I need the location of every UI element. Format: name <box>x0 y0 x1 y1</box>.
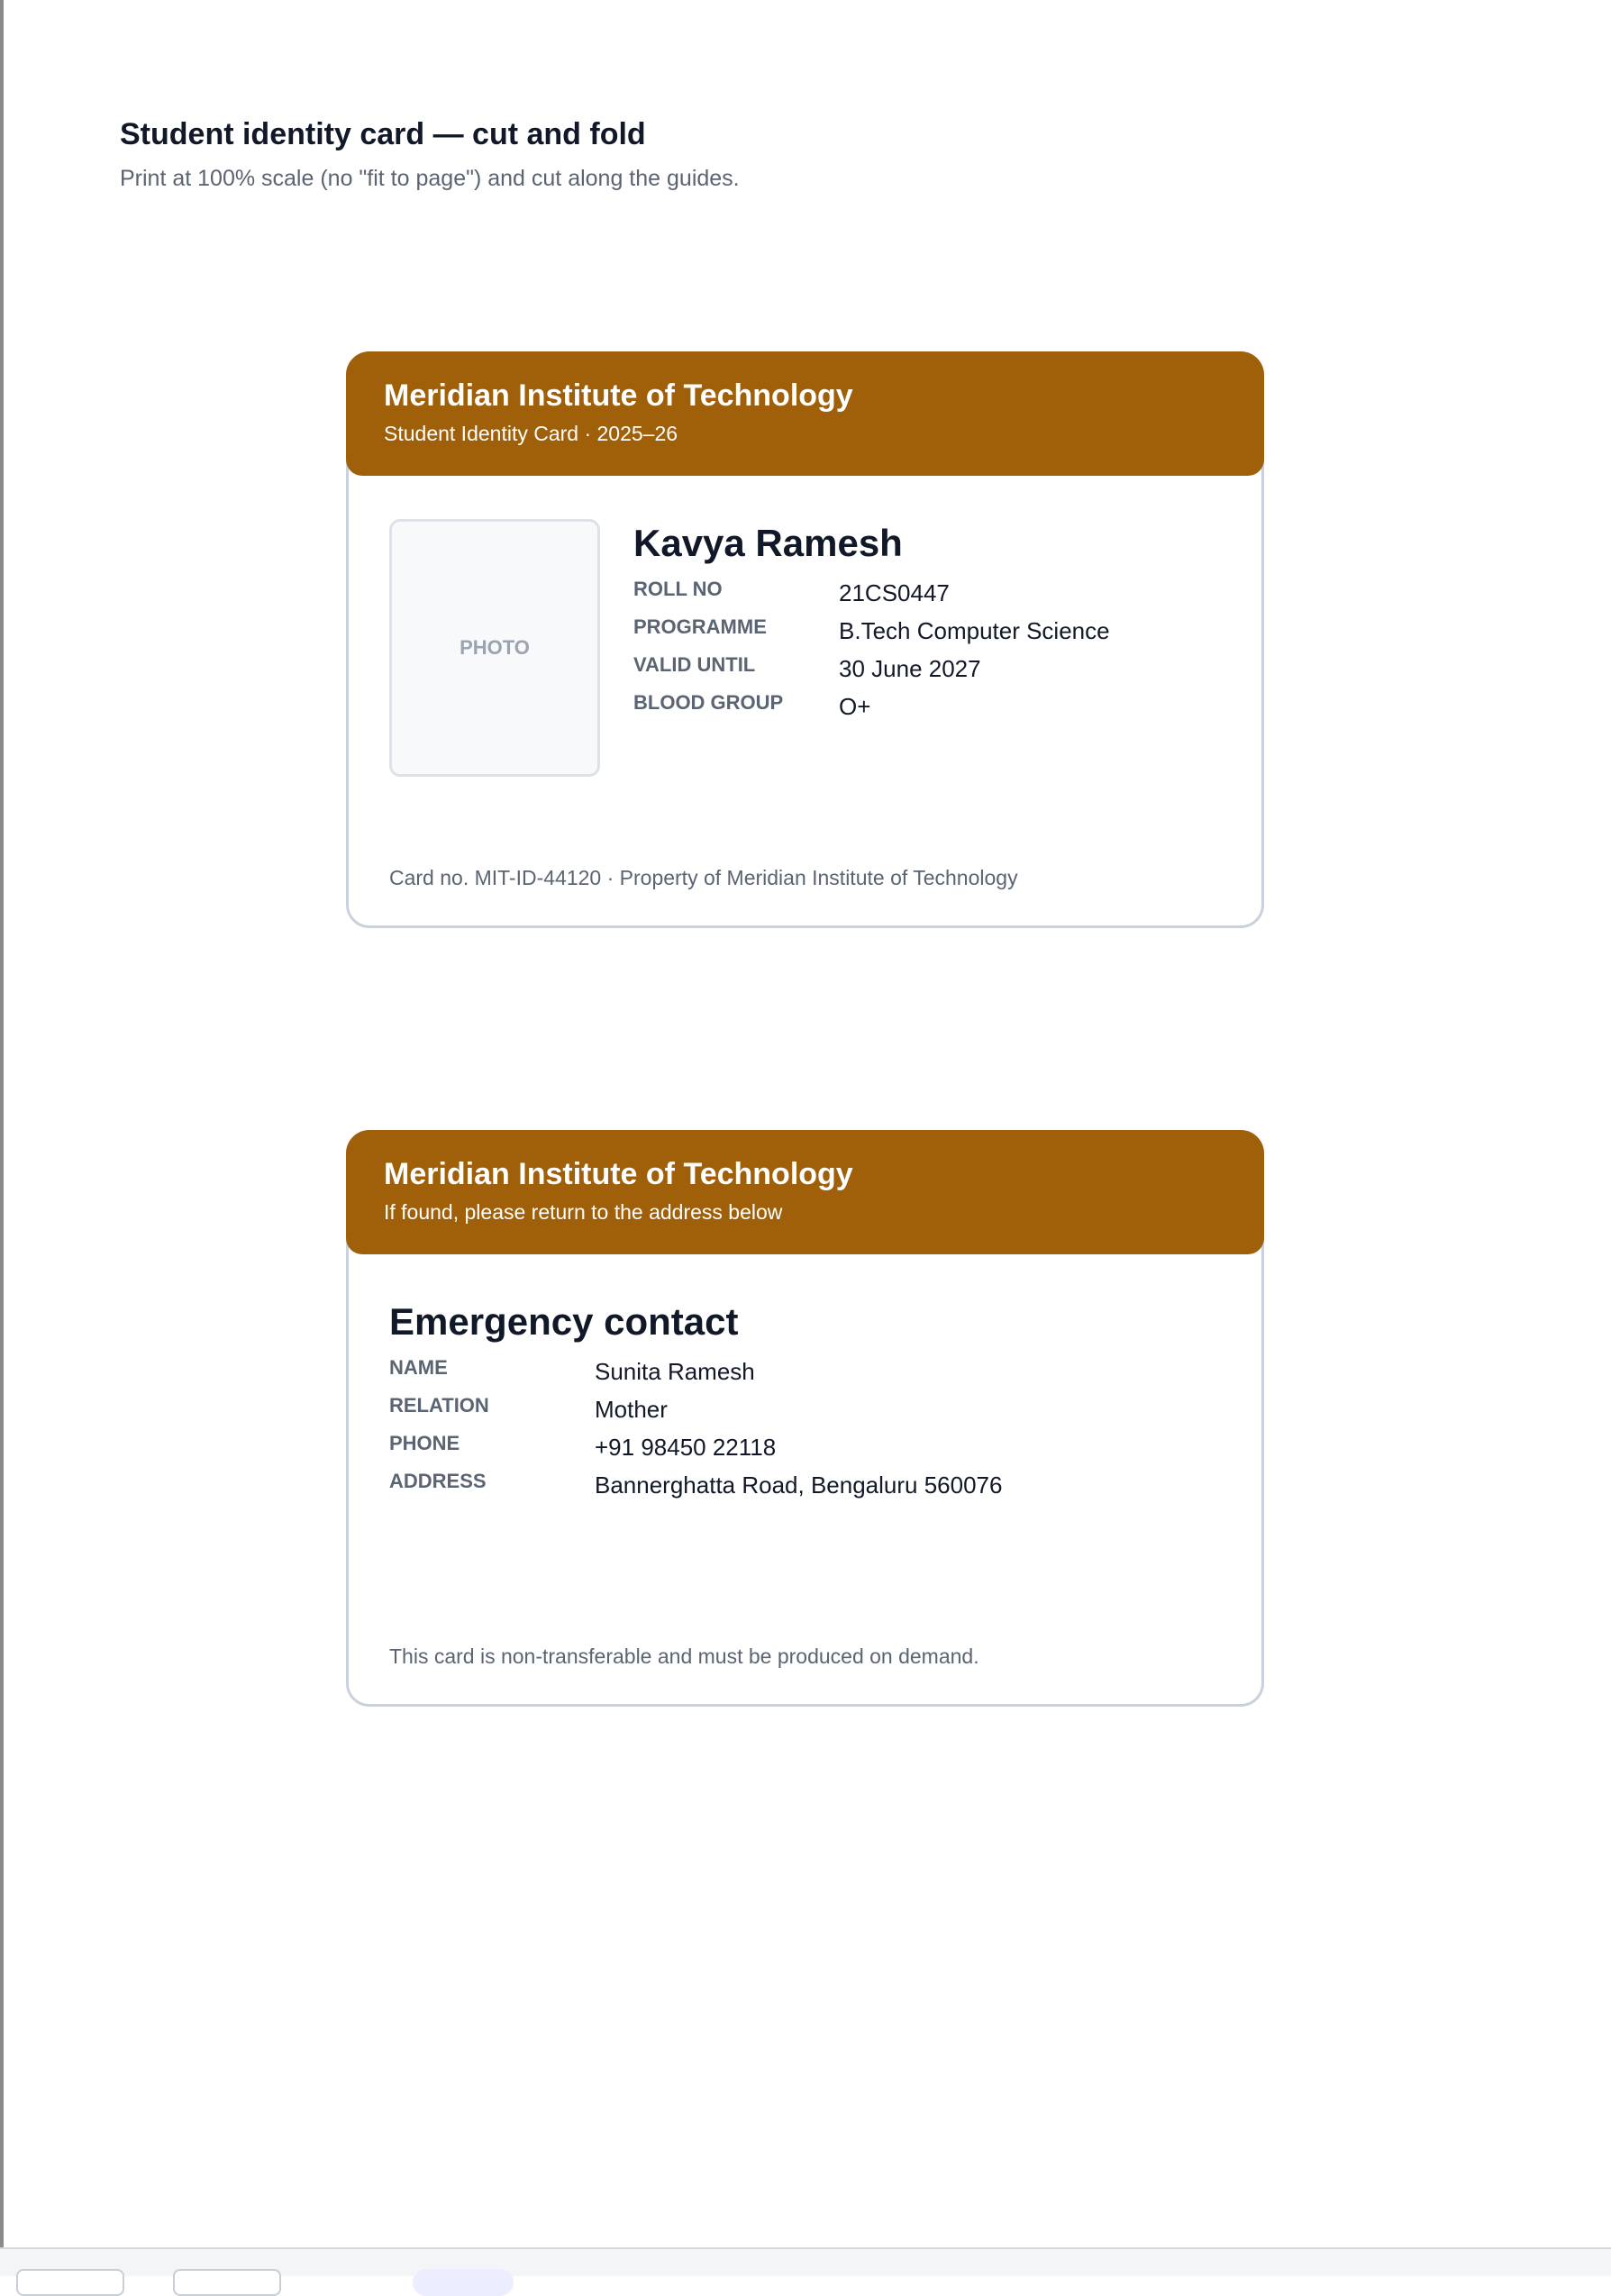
programme-label: PROGRAMME <box>633 615 767 638</box>
phone-label: PHONE <box>389 1432 460 1454</box>
card-header <box>346 1130 1264 1254</box>
photo-placeholder <box>389 519 600 777</box>
card-footer: Card no. MIT-ID-44120 · Property of Meridian Institute of Technology <box>389 866 1018 889</box>
valid-until-label: VALID UNTIL <box>633 653 756 676</box>
left-page-edge <box>0 0 4 2247</box>
id-card-back <box>346 1130 1264 1707</box>
phone-value: +91 98450 22118 <box>595 1434 777 1461</box>
relation-value: Mother <box>595 1396 668 1423</box>
institution-name: Meridian Institute of Technology <box>384 1157 853 1191</box>
toolbar-button[interactable] <box>16 2269 124 2296</box>
relation-label: RELATION <box>389 1394 489 1417</box>
bottom-toolbar <box>0 2247 1611 2276</box>
roll-no-value: 21CS0447 <box>839 579 950 606</box>
programme-value: B.Tech Computer Science <box>839 617 1110 644</box>
toolbar-button[interactable] <box>173 2269 281 2296</box>
toolbar-pill-button[interactable] <box>413 2269 514 2296</box>
page-title: Student identity card — cut and fold <box>120 117 646 151</box>
roll-no-label: ROLL NO <box>633 578 723 600</box>
photo-label: PHOTO <box>460 636 530 659</box>
blood-group-label: BLOOD GROUP <box>633 691 784 714</box>
institution-name: Meridian Institute of Technology <box>384 378 853 413</box>
card-header <box>346 351 1264 476</box>
valid-until-value: 30 June 2027 <box>839 655 981 682</box>
blood-group-value: O+ <box>839 693 871 720</box>
address-value: Bannerghatta Road, Bengaluru 560076 <box>595 1471 1003 1499</box>
address-label: ADDRESS <box>389 1470 487 1492</box>
card-type-label: Student Identity Card · 2025–26 <box>384 422 678 445</box>
emergency-contact-heading: Emergency contact <box>389 1300 739 1343</box>
student-name: Kavya Ramesh <box>633 522 903 564</box>
id-card-front <box>346 351 1264 928</box>
contact-name-label: NAME <box>389 1356 448 1379</box>
return-instruction: If found, please return to the address below <box>384 1200 783 1224</box>
print-instructions: Print at 100% scale (no "fit to page") and cut along the guides. <box>120 166 740 191</box>
contact-name-value: Sunita Ramesh <box>595 1358 755 1385</box>
card-footer: This card is non-transferable and must be produced on demand. <box>389 1645 979 1668</box>
